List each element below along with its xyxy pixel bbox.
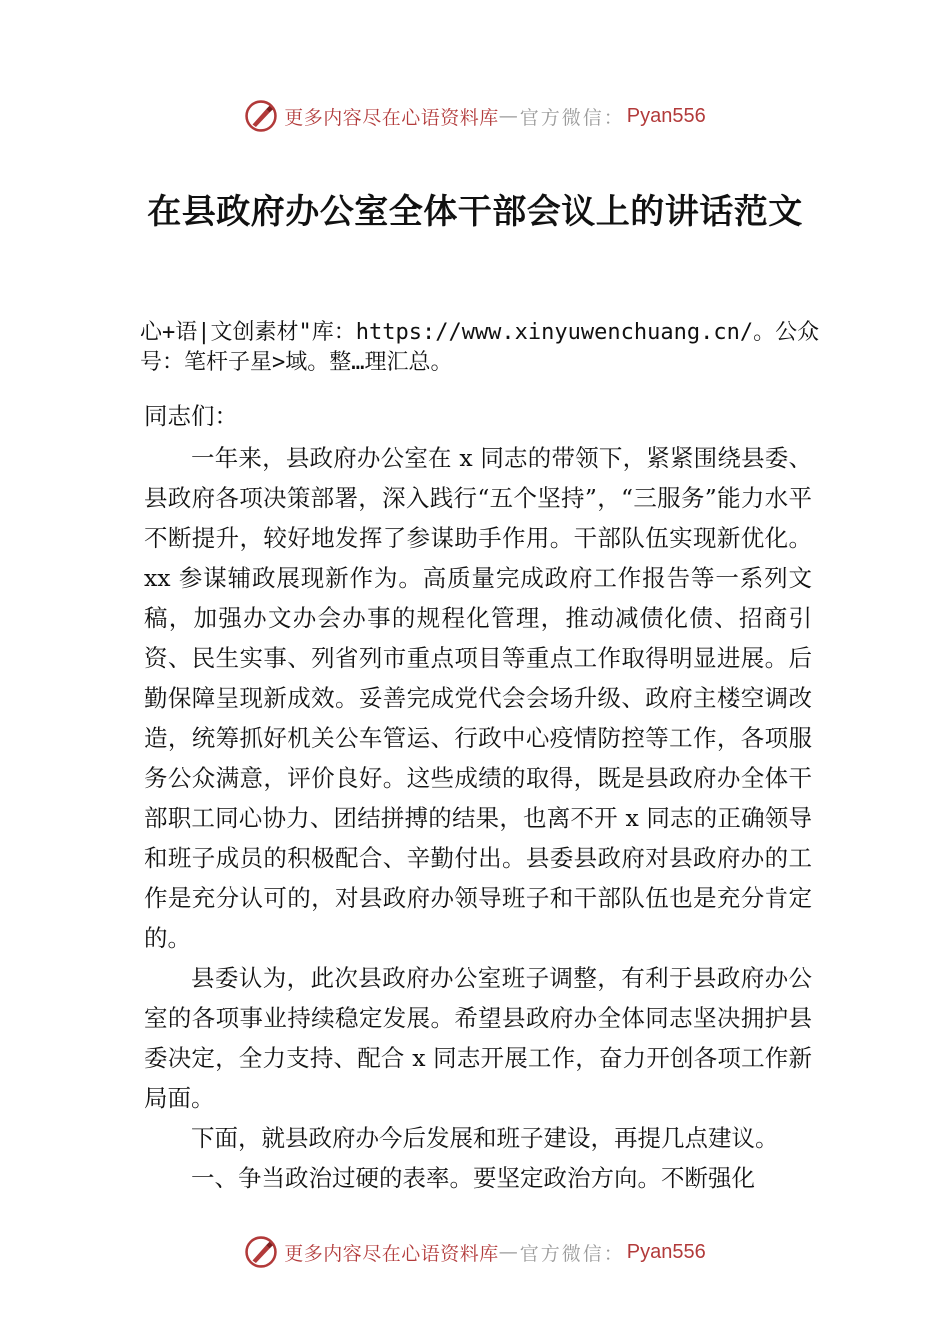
watermark-dash: — [498,1241,520,1263]
paragraph: 下面，就县政府办今后发展和班子建设，再提几点建议。 [191,1124,779,1152]
watermark-header [0,96,950,136]
pen-logo-icon [244,99,278,133]
document-body [144,396,812,1198]
watermark-wechat-id: Pyan556 [626,104,706,127]
watermark-footer [0,1232,950,1272]
paragraph: 县委认为，此次县政府办公室班子调整，有利于县政府办公室的各项事业持续稳定发展。希望县政府办全体同志坚决拥护县委决定，全力支持、配合 x 同志开展工作，奋力开创各项工作新局面。 [144,964,812,1112]
watermark-site-text: 更多内容尽在心语资料库 [284,106,499,129]
watermark-wechat-label: 官方微信： [519,106,625,129]
watermark-wechat-label: 官方微信： [519,1242,625,1265]
paragraph: 一年来，县政府办公室在 x 同志的带领下，紧紧围绕县委、县政府各项决策部署，深入践行“五个坚持”，“三服务”能力水平不断提升，较好地发挥了参谋助手作用。干部队伍实现新优化。xx 参谋辅政展现新作为。高质量完成政府工作报告等一系列文稿，加强办文办会办事的规程化管理，推动减债化债、招商引资、民生实事、列省列市重点项目等重点工作取得明显进展。后勤保障呈现新成效。妥善完成党代会会场升级、政府主楼空调改造，统筹抓好机关公车管运、行政中心疫情防控等工作，各项服务公众满意，评价良好。这些成绩的取得，既是县政府办全体干部职工同心协力、团结拼搏的结果，也离不开 x 同志的正确领导和班子成员的积极配合、辛勤付出。县委县政府对县政府办的工作是充分认可的，对县政府办领导班子和干部队伍也是充分肯定的。 [144,444,812,952]
source-line: 心+语|文创素材"库：https://www.xinyuwenchuang.cn/。公众号：笔杆子星>域。整…理汇总。 [140,320,820,375]
document-title: 在县政府办公室全体干部会议上的讲话范文 [147,192,803,232]
watermark-wechat-id: Pyan556 [626,1240,706,1263]
watermark-dash: — [498,105,520,127]
paragraph: 一、争当政治过硬的表率。要坚定政治方向。不断强化 [191,1164,755,1192]
watermark-site-text: 更多内容尽在心语资料库 [284,1242,499,1265]
greeting: 同志们： [144,402,238,430]
pen-logo-icon [244,1235,278,1269]
